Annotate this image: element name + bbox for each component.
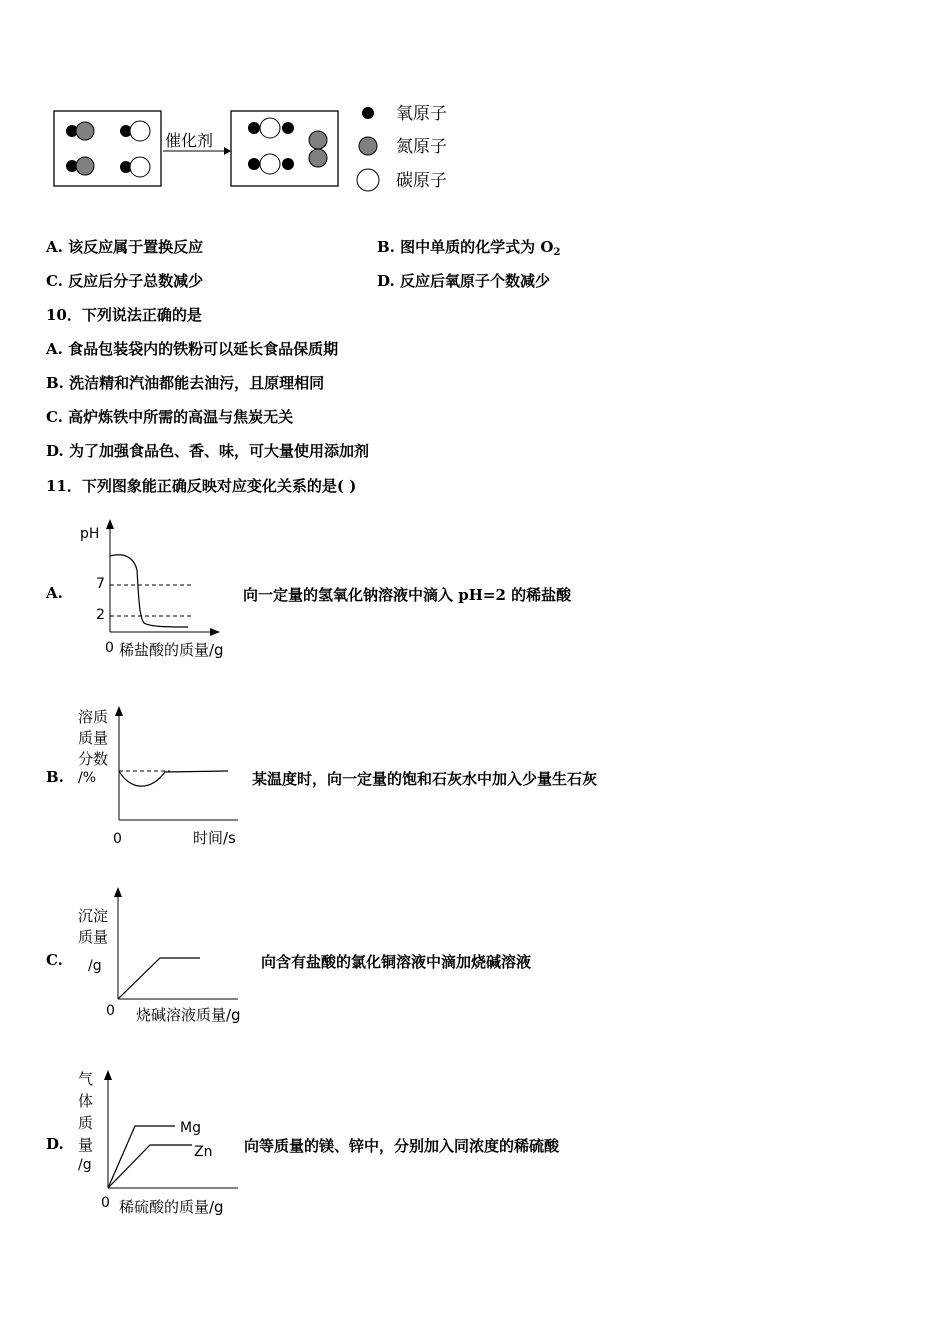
x-axis-label: 时间/s [193, 829, 236, 847]
q11-option-c-text: 向含有盐酸的氯化铜溶液中滴加烧碱溶液 [261, 953, 532, 971]
q11-option-a-text: 向一定量的氢氧化钠溶液中滴入 pH=2 的稀盐酸 [243, 586, 572, 604]
arrow-label: 催化剂 [165, 131, 214, 150]
nitrogen-atom [76, 157, 94, 175]
legend-carbon-symbol [357, 169, 379, 191]
subscript: 2 [553, 247, 561, 258]
option-text: 高炉炼铁中所需的高温与焦炭无关 [68, 408, 294, 426]
oxygen-atom [282, 122, 294, 134]
q11-option-a-letter: A. [46, 584, 63, 602]
option-letter: D. [46, 442, 64, 460]
q11-option-d-text: 向等质量的镁、锌中，分别加入同浓度的稀硫酸 [244, 1137, 560, 1155]
series-zn-label: Zn [194, 1144, 213, 1160]
legend-label-oxygen: 氧原子 [396, 104, 447, 124]
q11-option-d-letter: D. [46, 1135, 64, 1153]
q11-option-b-letter: B. [46, 768, 64, 786]
q10-option-a [46, 338, 338, 359]
y-axis-label-line: 沉淀 [78, 907, 109, 925]
option-text: 该反应属于置换反应 [68, 238, 204, 256]
legend-oxygen-symbol [362, 107, 374, 119]
y-tick-7: 7 [96, 576, 105, 592]
reaction-diagram [0, 0, 950, 210]
carbon-atom [130, 157, 150, 177]
y-axis-label-line: /g [88, 958, 102, 974]
y-axis-label-line: 质量 [78, 928, 109, 946]
option-text: 洗洁精和汽油都能去油污，且原理相同 [69, 374, 325, 392]
option-letter: A. [46, 238, 63, 256]
q10-option-d [46, 440, 369, 461]
y-axis-arrow [114, 887, 122, 897]
q10-option-c [46, 406, 293, 427]
mass-fraction-curve [119, 771, 228, 786]
option-letter: B. [46, 374, 64, 392]
x-axis-label: 烧碱溶液质量/g [136, 1006, 241, 1024]
legend-label-carbon: 碳原子 [396, 171, 447, 191]
q11-stem: 11．下列图象能正确反映对应变化关系的是( ) [46, 477, 357, 495]
y-axis-label-line: 溶质 [78, 708, 109, 726]
reaction-diagram-svg [0, 0, 500, 210]
y-axis-arrow [115, 706, 123, 716]
option-letter: B. [377, 238, 395, 256]
y-tick-2: 2 [96, 607, 105, 623]
chart-c [70, 883, 260, 1028]
oxygen-atom [248, 158, 260, 170]
y-axis-label-line: 质量 [78, 729, 109, 747]
option-text: 反应后氧原子个数减少 [399, 272, 550, 290]
y-axis-label-line: 气 [78, 1070, 94, 1088]
y-axis-label-line: 分数 [78, 750, 109, 768]
option-text: 图中单质的化学式为 O [400, 238, 554, 256]
q9-option-d [377, 270, 550, 291]
reaction-arrow-head [224, 147, 231, 155]
nitrogen-atom [76, 122, 94, 140]
y-axis-label-line: 体 [78, 1092, 94, 1110]
carbon-atom [130, 121, 150, 141]
x-axis-label: 稀硫酸的质量/g [119, 1198, 224, 1216]
nitrogen-atom [309, 131, 327, 149]
legend-label-nitrogen: 氮原子 [396, 137, 447, 157]
nitrogen-atom [309, 149, 327, 167]
series-zn-curve [108, 1145, 192, 1188]
option-letter: C. [46, 272, 63, 290]
q9-option-a [46, 236, 203, 257]
option-text: 食品包装袋内的铁粉可以延长食品保质期 [68, 340, 339, 358]
y-axis-label-line: 量 [78, 1136, 94, 1154]
legend-nitrogen-symbol [359, 137, 377, 155]
chart-a [70, 515, 250, 665]
y-axis-label: pH [80, 526, 100, 542]
chart-b [70, 700, 250, 855]
x-axis-arrow [210, 628, 220, 636]
y-axis-arrow [106, 519, 114, 529]
y-axis-label-line: 质 [78, 1114, 94, 1132]
y-axis-label-line: /g [78, 1157, 92, 1173]
option-letter: C. [46, 408, 63, 426]
q9-option-c [46, 270, 203, 291]
series-mg-label: Mg [180, 1120, 201, 1136]
oxygen-atom [248, 122, 260, 134]
y-axis-label-line: /% [78, 770, 97, 786]
q11-option-b-text: 某温度时，向一定量的饱和石灰水中加入少量生石灰 [252, 770, 598, 788]
precipitate-curve [118, 958, 200, 999]
q10-stem: 10．下列说法正确的是 [46, 306, 202, 324]
y-axis-arrow [104, 1070, 112, 1080]
q9-option-b [377, 236, 560, 258]
origin-label: 0 [105, 640, 114, 656]
carbon-atom [260, 118, 280, 138]
origin-label: 0 [106, 1003, 115, 1019]
option-letter: A. [46, 340, 63, 358]
q10-option-b [46, 372, 324, 393]
origin-label: 0 [101, 1195, 110, 1211]
option-text: 为了加强食品色、香、味，可大量使用添加剂 [68, 442, 369, 460]
oxygen-atom [282, 158, 294, 170]
carbon-atom [260, 154, 280, 174]
origin-label: 0 [113, 831, 122, 847]
option-text: 反应后分子总数减少 [68, 272, 204, 290]
x-axis-label: 稀盐酸的质量/g [119, 641, 224, 659]
q11-option-c-letter: C. [46, 951, 63, 969]
series-mg-curve [108, 1126, 175, 1188]
chart-d [70, 1064, 250, 1219]
option-letter: D. [377, 272, 395, 290]
